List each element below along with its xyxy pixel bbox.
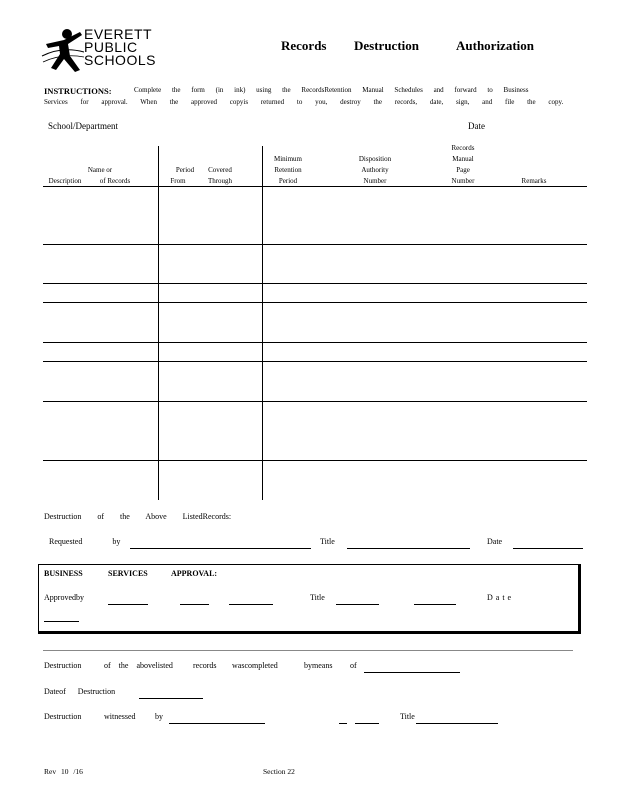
- completion-destruction: Destruction: [44, 661, 82, 670]
- witnessed-destruction: Destruction: [44, 712, 82, 721]
- approved-by-field-2[interactable]: [180, 594, 209, 605]
- table-row[interactable]: [43, 245, 587, 283]
- table-row[interactable]: [43, 303, 587, 342]
- approval-date-label: Date: [487, 593, 515, 602]
- instructions-label: INSTRUCTIONS:: [44, 86, 112, 96]
- header-records: Records: [451, 144, 475, 152]
- header-remarks: Remarks: [521, 177, 547, 185]
- completion-was-completed: wascompleted: [232, 661, 278, 670]
- by-means-field[interactable]: [364, 662, 460, 673]
- business-heading: BUSINESS: [44, 569, 83, 578]
- logo-swoosh-icon: [40, 26, 88, 76]
- requested-date-field[interactable]: [513, 538, 583, 549]
- destruction-above-label: Destruction of the Above ListedRecords:: [44, 512, 232, 521]
- witnessed-field-3[interactable]: [355, 713, 379, 724]
- completion-records: records: [193, 661, 217, 670]
- school-department-label: School/Department: [48, 121, 118, 131]
- header-page-number: Number: [451, 177, 475, 185]
- header-retention: Retention: [274, 166, 302, 174]
- table-row[interactable]: [43, 343, 587, 361]
- table-row[interactable]: [43, 461, 587, 500]
- witnessed-by: by: [155, 712, 163, 721]
- footer-revision: Rev 10 /16: [44, 767, 83, 776]
- requested-title-label: Title: [320, 537, 335, 546]
- title-word-records: Records: [281, 38, 327, 53]
- header-period: Period: [175, 166, 195, 174]
- approval-date-field[interactable]: [44, 611, 79, 622]
- logo-line-1: EVERETT: [84, 26, 153, 42]
- requested-by-field[interactable]: [130, 538, 311, 549]
- header-authority: Authority: [361, 166, 389, 174]
- header-covered: Covered: [208, 166, 232, 174]
- header-disposition: Disposition: [358, 155, 392, 163]
- requested-title-field[interactable]: [347, 538, 470, 549]
- approval-title-field-1[interactable]: [336, 594, 379, 605]
- business-services-approval-box: [38, 564, 581, 634]
- approved-by-field-3[interactable]: [229, 594, 273, 605]
- instructions-line-1: Complete the form (in ink) using the RecordsRetention Manual Schedules and forward to Business: [134, 86, 529, 94]
- date-of-destruction-field[interactable]: [139, 688, 203, 699]
- requested-date-label: Date: [487, 537, 503, 546]
- completion-by-means: bymeans: [304, 661, 333, 670]
- header-disp-number: Number: [363, 177, 387, 185]
- title-word-destruction: Destruction: [354, 38, 419, 53]
- header-through: Through: [207, 177, 233, 185]
- services-heading: SERVICES: [108, 569, 148, 578]
- logo-line-3: SCHOOLS: [84, 52, 156, 68]
- completion-of: of: [350, 661, 357, 670]
- table-row[interactable]: [43, 362, 587, 401]
- header-manual: Manual: [452, 155, 474, 163]
- header-description: Description: [48, 177, 82, 185]
- requested-by-label: Requested by: [49, 537, 121, 546]
- witnessed-field-2[interactable]: [339, 713, 347, 724]
- approval-title-field-2[interactable]: [414, 594, 456, 605]
- table-row[interactable]: [43, 187, 587, 244]
- header-page: Page: [456, 166, 470, 174]
- witnessed-by-field[interactable]: [169, 713, 265, 724]
- logo-line-2: PUBLIC: [84, 39, 138, 55]
- header-name-or: Name or: [87, 166, 113, 174]
- table-row[interactable]: [43, 284, 587, 302]
- approval-heading: APPROVAL:: [171, 569, 218, 578]
- header-of-records: of Records: [99, 177, 131, 185]
- approved-by-field-1[interactable]: [108, 594, 148, 605]
- completion-of-the-above: of the abovelisted: [104, 661, 173, 670]
- footer-section: Section 22: [263, 767, 295, 776]
- section-divider: [43, 650, 573, 651]
- logo: [40, 26, 155, 76]
- header-date-label: Date: [468, 121, 485, 131]
- table-row[interactable]: [43, 402, 587, 460]
- instructions-line-2: Services for approval. When the approved copyis returned to you, destroy the records, date, sign, and file the copy.: [44, 98, 564, 106]
- header-minimum: Minimum: [273, 155, 302, 163]
- header-from: From: [170, 177, 186, 185]
- header-retention-period: Period: [278, 177, 298, 185]
- witnessed-label: witnessed: [104, 712, 136, 721]
- date-of-destruction-label: Dateof Destruction: [44, 687, 116, 696]
- approved-by-label: Approvedby: [44, 593, 84, 602]
- title-word-authorization: Authorization: [456, 38, 534, 53]
- approval-title-label: Title: [310, 593, 325, 602]
- witnessed-title-field[interactable]: [416, 713, 498, 724]
- witnessed-title-label: Title: [400, 712, 415, 721]
